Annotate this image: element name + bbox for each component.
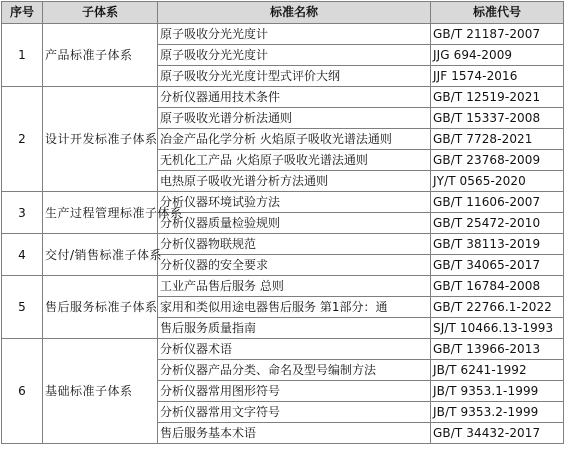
standard-name: 分析仪器产品分类、命名及型号编制方法 [158,360,431,381]
table-row [2,24,564,45]
group-seq: 5 [2,276,43,339]
standard-code: JJF 1574-2016 [431,66,564,87]
header-name: 标准名称 [158,2,431,24]
standard-name: 分析仪器常用图形符号 [158,381,431,402]
standard-code: GB/T 15337-2008 [431,108,564,129]
header-subsystem: 子体系 [43,2,158,24]
standard-code: JY/T 0565-2020 [431,171,564,192]
group-seq: 4 [2,234,43,276]
standard-code: GB/T 12519-2021 [431,87,564,108]
standard-code: GB/T 11606-2007 [431,192,564,213]
standard-code: GB/T 38113-2019 [431,234,564,255]
standard-name: 原子吸收分光光度计 [158,24,431,45]
group-subsystem: 基础标准子体系 [43,339,158,444]
group-seq: 2 [2,87,43,192]
group-seq: 6 [2,339,43,444]
table-body [2,24,564,444]
standard-code: GB/T 13966-2013 [431,339,564,360]
standard-name: 售后服务质量指南 [158,318,431,339]
table-row [2,192,564,213]
standard-name: 分析仪器通用技术条件 [158,87,431,108]
standard-code: GB/T 7728-2021 [431,129,564,150]
group-seq: 3 [2,192,43,234]
standard-name: 分析仪器质量检验规则 [158,213,431,234]
group-subsystem: 设计开发标准子体系 [43,87,158,192]
standard-name: 分析仪器术语 [158,339,431,360]
standard-name: 售后服务基本术语 [158,423,431,444]
table-row [2,87,564,108]
standard-name: 电热原子吸收光谱分析方法通则 [158,171,431,192]
standard-name: 分析仪器常用文字符号 [158,402,431,423]
standard-code: GB/T 21187-2007 [431,24,564,45]
header-code: 标准代号 [431,2,564,24]
standard-name: 分析仪器环境试验方法 [158,192,431,213]
group-subsystem: 产品标准子体系 [43,24,158,87]
standard-name: 家用和类似用途电器售后服务 第1部分：通 [158,297,431,318]
header-seq: 序号 [2,2,43,24]
group-seq: 1 [2,24,43,87]
standard-code: JB/T 9353.2-1999 [431,402,564,423]
standard-code: GB/T 16784-2008 [431,276,564,297]
standards-table-container [1,1,564,444]
standard-code: JB/T 6241-1992 [431,360,564,381]
table-row [2,339,564,360]
standard-name: 原子吸收分光光度计 [158,45,431,66]
standards-table [1,1,564,444]
standard-code: SJ/T 10466.13-1993 [431,318,564,339]
table-row [2,276,564,297]
group-subsystem: 交付/销售标准子体系 [43,234,158,276]
standard-code: JJG 694-2009 [431,45,564,66]
standard-code: GB/T 23768-2009 [431,150,564,171]
standard-code: JB/T 9353.1-1999 [431,381,564,402]
standard-name: 冶金产品化学分析 火焰原子吸收光谱法通则 [158,129,431,150]
standard-name: 原子吸收光谱分析法通则 [158,108,431,129]
standard-code: GB/T 25472-2010 [431,213,564,234]
group-subsystem: 生产过程管理标准子体系 [43,192,158,234]
standard-name: 无机化工产品 火焰原子吸收光谱法通则 [158,150,431,171]
table-row [2,234,564,255]
standard-name: 分析仪器的安全要求 [158,255,431,276]
standard-code: GB/T 22766.1-2022 [431,297,564,318]
standard-name: 原子吸收分光光度计型式评价大纲 [158,66,431,87]
standard-name: 工业产品售后服务 总则 [158,276,431,297]
standard-code: GB/T 34432-2017 [431,423,564,444]
header-row [2,2,564,24]
standard-name: 分析仪器物联规范 [158,234,431,255]
standard-code: GB/T 34065-2017 [431,255,564,276]
group-subsystem: 售后服务标准子体系 [43,276,158,339]
table-header [2,2,564,24]
